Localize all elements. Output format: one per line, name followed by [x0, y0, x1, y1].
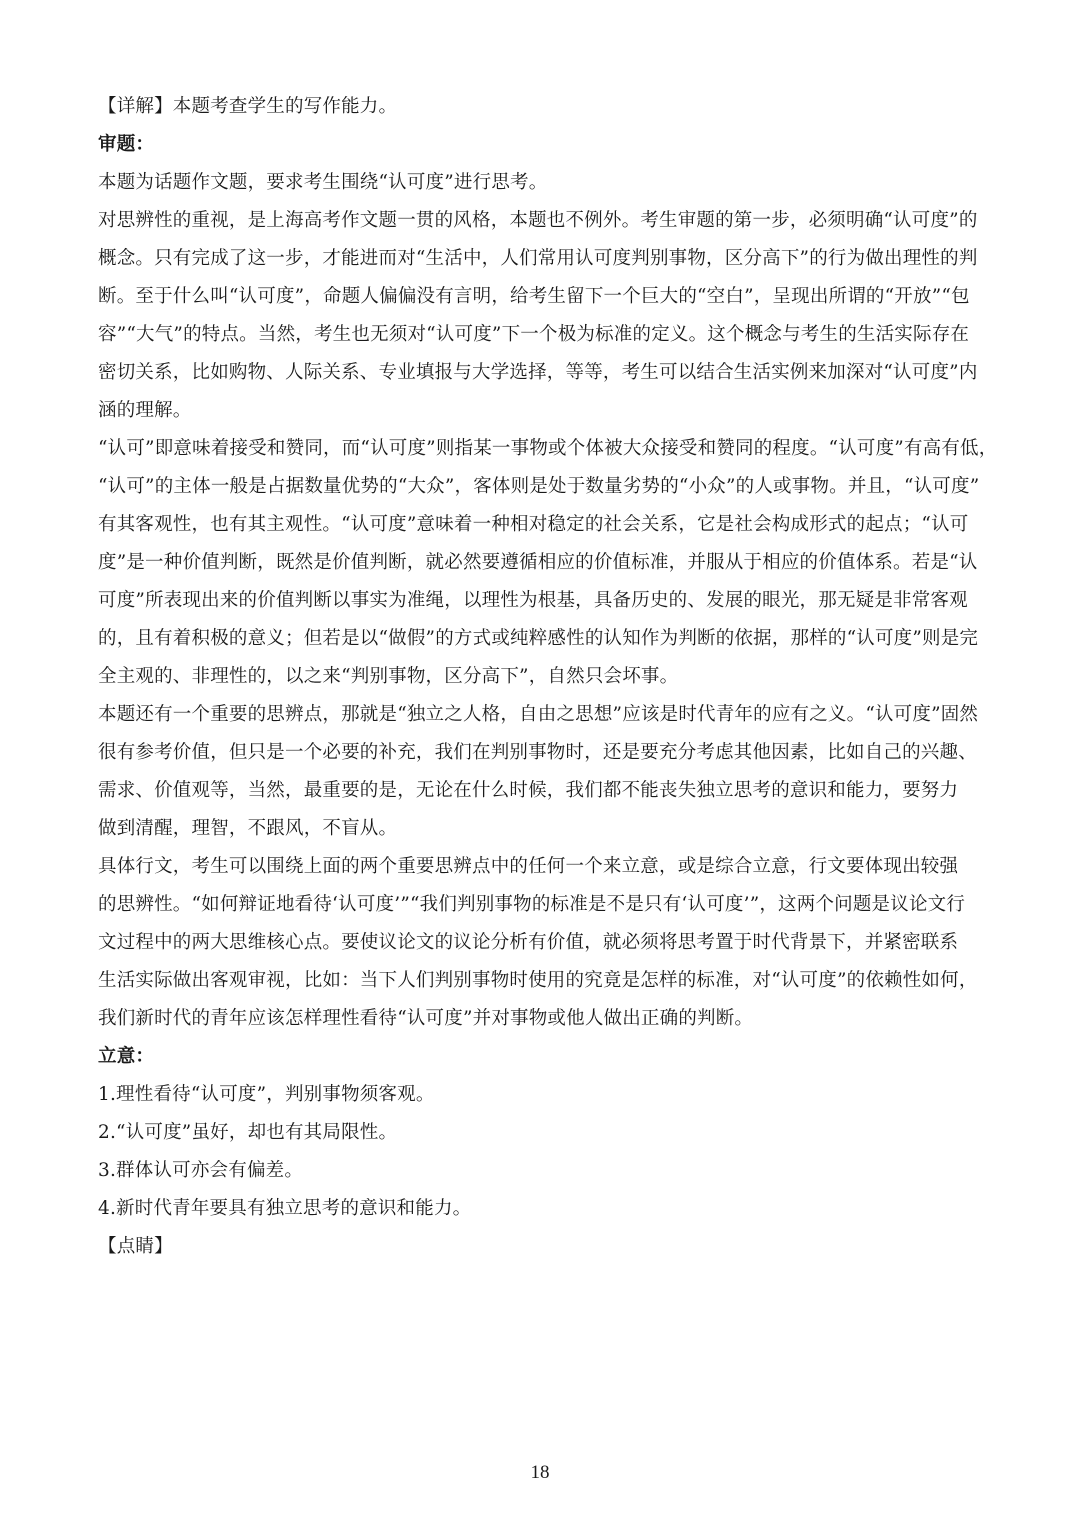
paragraph-line: 本题还有一个重要的思辨点，那就是“独立之人格，自由之思想”应该是时代青年的应有之义。“认可度”固然 — [98, 704, 979, 725]
paragraph-line: 具体行文，考生可以围绕上面的两个重要思辨点中的任何一个来立意，或是综合立意，行文要体现出较强 — [98, 856, 959, 877]
paragraph-line: 很有参考价值，但只是一个必要的补充，我们在判别事物时，还是要充分考虑其他因素，比如自己的兴趣、 — [98, 742, 977, 763]
paragraph-line: 容”“大气”的特点。当然，考生也无须对“认可度”下一个极为标准的定义。这个概念与考生的生活实际存在 — [98, 324, 970, 345]
paragraph-line: “认可”即意味着接受和赞同，而“认可度”则指某一事物或个体被大众接受和赞同的程度。“认可度”有高有低， — [98, 438, 998, 459]
document-body — [98, 88, 998, 1266]
highlight-heading: 【点睛】 — [98, 1236, 173, 1257]
paragraph-line: 的思辨性。“如何辩证地看待‘认可度’”“我们判别事物的标准是不是只有‘认可度’”，这两个问题是议论文行 — [98, 894, 966, 915]
paragraph-line: 全主观的、非理性的，以之来“判别事物，区分高下”，自然只会坏事。 — [98, 666, 679, 687]
paragraph-line: 有其客观性，也有其主观性。“认可度”意味着一种相对稳定的社会关系，它是社会构成形式的起点；“认可 — [98, 514, 969, 535]
paragraph-line: 对思辨性的重视，是上海高考作文题一贯的风格，本题也不例外。考生审题的第一步，必须明确“认可度”的 — [98, 210, 978, 231]
paragraph-line: 度”是一种价值判断，既然是价值判断，就必然要遵循相应的价值标准，并服从于相应的价值体系。若是“认 — [98, 552, 978, 573]
paragraph-line: 的，且有着积极的意义；但若是以“做假”的方式或纯粹感性的认知作为判断的依据，那样的“认可度”则是完 — [98, 628, 979, 649]
paragraph-line: 我们新时代的青年应该怎样理性看待“认可度”并对事物或他人做出正确的判断。 — [98, 1008, 754, 1029]
list-item: 1.理性看待“认可度”，判别事物须客观。 — [98, 1084, 435, 1105]
detail-heading: 【详解】本题考查学生的写作能力。 — [98, 96, 398, 117]
paragraph-line: 可度”所表现出来的价值判断以事实为准绳，以理性为根基，具备历史的、发展的眼光，那无疑是非常客观 — [98, 590, 968, 611]
list-item: 4.新时代青年要具有独立思考的意识和能力。 — [98, 1198, 472, 1219]
section-heading-topic-review: 审题： — [98, 134, 155, 155]
section-heading-thesis: 立意： — [98, 1046, 155, 1067]
paragraph-line: 文过程中的两大思维核心点。要使议论文的议论分析有价值，就必须将思考置于时代背景下，并紧密联系 — [98, 932, 959, 953]
paragraph-line: 生活实际做出客观审视，比如：当下人们判别事物时使用的究竟是怎样的标准，对“认可度”的依赖性如何， — [98, 970, 978, 991]
paragraph-line: 做到清醒，理智，不跟风，不盲从。 — [98, 818, 398, 839]
paragraph-line: 概念。只有完成了这一步，才能进而对“生活中，人们常用认可度判别事物，区分高下”的行为做出理性的判 — [98, 248, 978, 269]
paragraph-line: 断。至于什么叫“认可度”，命题人偏偏没有言明，给考生留下一个巨大的“空白”，呈现出所谓的“开放”“包 — [98, 286, 970, 307]
list-item: 3.群体认可亦会有偏差。 — [98, 1160, 304, 1181]
paragraph-line: 需求、价值观等，当然，最重要的是，无论在什么时候，我们都不能丧失独立思考的意识和能力，要努力 — [98, 780, 959, 801]
page-number: 18 — [530, 1462, 550, 1483]
paragraph-line: 本题为话题作文题，要求考生围绕“认可度”进行思考。 — [98, 172, 548, 193]
list-item: 2.“认可度”虽好，却也有其局限性。 — [98, 1122, 398, 1143]
paragraph-line: 涵的理解。 — [98, 400, 192, 421]
paragraph-line: “认可”的主体一般是占据数量优势的“大众”，客体则是处于数量劣势的“小众”的人或事物。并且，“认可度” — [98, 476, 980, 497]
paragraph-line: 密切关系，比如购物、人际关系、专业填报与大学选择，等等，考生可以结合生活实例来加深对“认可度”内 — [98, 362, 978, 383]
